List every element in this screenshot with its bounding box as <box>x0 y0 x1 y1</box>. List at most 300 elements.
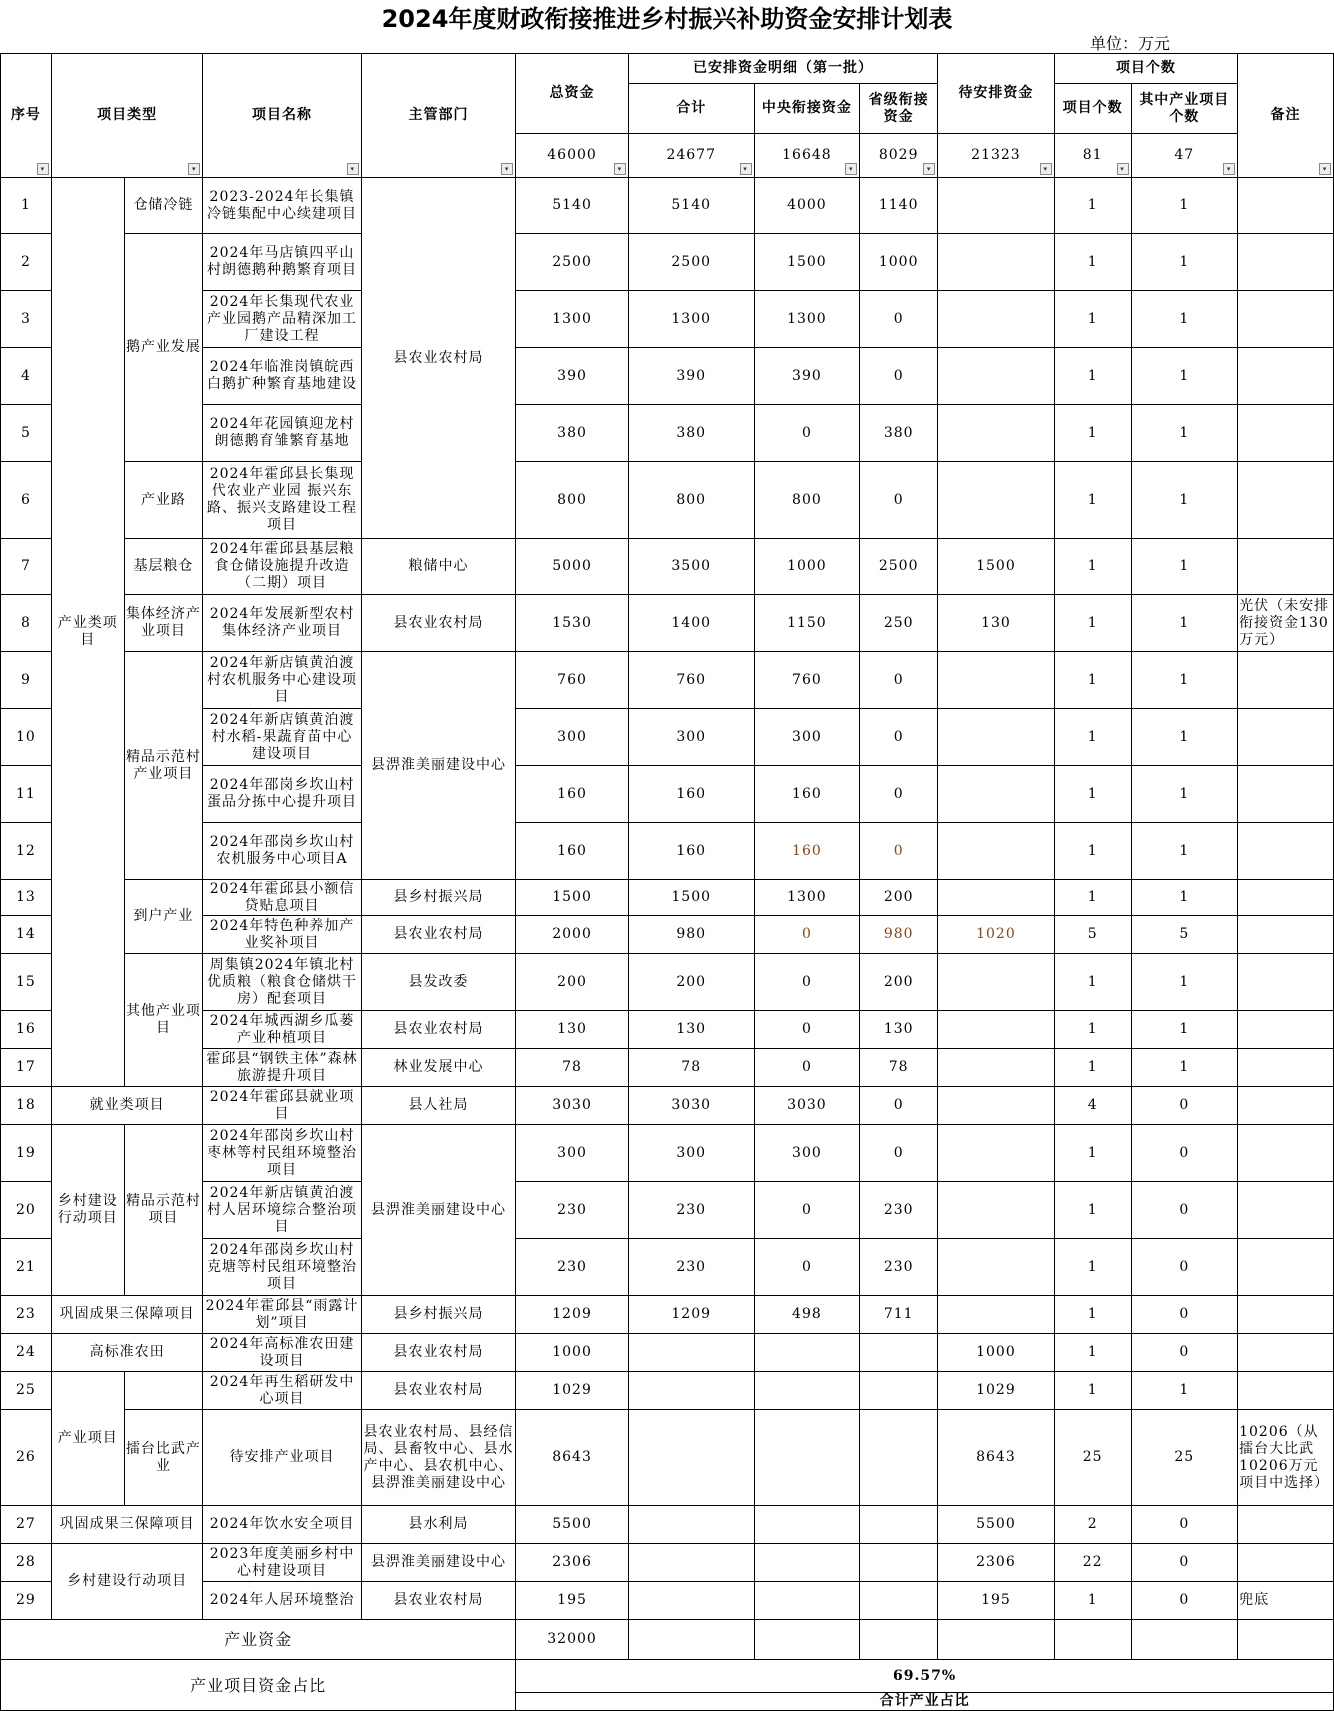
cell-count: 1 <box>1054 823 1131 880</box>
cell-provincial: 200 <box>860 954 938 1011</box>
cell-central: 300 <box>754 1125 860 1182</box>
row-seq: 10 <box>1 709 52 766</box>
cell-total: 230 <box>516 1239 629 1296</box>
header-dept: 主管部门 ▾ <box>361 54 515 178</box>
project-name: 2024年邵岗乡坎山村克塘等村民组环境整治项目 <box>203 1239 361 1296</box>
cell-remark <box>1238 766 1334 823</box>
cell-subtotal <box>628 1410 754 1506</box>
project-type: 擂台比武产业 <box>124 1410 203 1506</box>
cell-subtotal: 3500 <box>628 539 754 595</box>
cell-industry-count: 0 <box>1131 1506 1238 1544</box>
table-row <box>1 1372 1334 1410</box>
cell-remark <box>1238 652 1334 709</box>
project-name: 2024年新店镇黄泊渡村农机服务中心建设项目 <box>203 652 361 709</box>
table-row <box>1 880 1334 916</box>
cell-count: 5 <box>1054 916 1131 954</box>
cell-count: 2 <box>1054 1506 1131 1544</box>
cell-remark <box>1238 916 1334 954</box>
total-pending: 21323 ▾ <box>938 134 1055 178</box>
filter-dropdown-icon[interactable]: ▾ <box>1223 163 1235 175</box>
project-type: 精品示范村产业项目 <box>124 652 203 880</box>
cell-central: 0 <box>754 405 860 462</box>
industry-fund-label: 产业资金 <box>1 1620 516 1660</box>
cell-industry-count: 1 <box>1131 823 1238 880</box>
project-name: 2024年霍邱县长集现代农业产业园 振兴东路、振兴支路建设工程项目 <box>203 462 361 539</box>
department: 林业发展中心 <box>361 1049 515 1087</box>
cell-subtotal: 1500 <box>628 880 754 916</box>
cell-subtotal: 160 <box>628 823 754 880</box>
cell-remark <box>1238 405 1334 462</box>
project-name: 2024年新店镇黄泊渡村水稻-果蔬育苗中心建设项目 <box>203 709 361 766</box>
cell-industry-count: 1 <box>1131 234 1238 291</box>
cell-central <box>754 1372 860 1410</box>
cell-industry-count: 0 <box>1131 1087 1238 1125</box>
cell-industry-count: 0 <box>1131 1125 1238 1182</box>
cell-industry-count: 1 <box>1131 348 1238 405</box>
project-name: 2024年长集现代农业产业园鹅产品精深加工厂建设工程 <box>203 291 361 348</box>
project-name: 霍邱县“钢铁主体”森林旅游提升项目 <box>203 1049 361 1087</box>
cell-provincial: 0 <box>860 348 938 405</box>
cell-total: 2000 <box>516 916 629 954</box>
row-seq: 27 <box>1 1506 52 1544</box>
cell-pending: 2306 <box>938 1544 1055 1582</box>
cell-provincial: 980 <box>860 916 938 954</box>
cell-count: 1 <box>1054 1125 1131 1182</box>
cell-total: 1500 <box>516 880 629 916</box>
table-row <box>1 1410 1334 1506</box>
header-arranged: 已安排资金明细（第一批） <box>628 54 937 84</box>
cell-remark <box>1238 178 1334 234</box>
project-name: 2024年饮水安全项目 <box>203 1506 361 1544</box>
row-seq: 3 <box>1 291 52 348</box>
total-central: 16648 ▾ <box>754 134 860 178</box>
row-seq: 26 <box>1 1410 52 1506</box>
project-name: 2024年霍邱县小额信贷贴息项目 <box>203 880 361 916</box>
cell-remark <box>1238 234 1334 291</box>
cell-central: 0 <box>754 916 860 954</box>
project-name: 2024年马店镇四平山村朗德鹅种鹅繁育项目 <box>203 234 361 291</box>
cell-remark <box>1238 1182 1334 1239</box>
header-count-group: 项目个数 <box>1054 54 1237 84</box>
header-industry-count: 其中产业项目个数 <box>1131 84 1238 134</box>
cell-total: 78 <box>516 1049 629 1087</box>
cell-central: 3030 <box>754 1087 860 1125</box>
cell-provincial: 380 <box>860 405 938 462</box>
cell-pending <box>938 1087 1055 1125</box>
cell-central: 0 <box>754 1011 860 1049</box>
cell-provincial: 0 <box>860 766 938 823</box>
header-central: 中央衔接资金 <box>754 84 860 134</box>
cell-total: 380 <box>516 405 629 462</box>
ratio-label: 产业项目资金占比 <box>1 1660 516 1711</box>
cell-pending <box>938 1296 1055 1334</box>
table-row <box>1 1544 1334 1582</box>
project-type: 鹅产业发展 <box>124 234 203 462</box>
cell-provincial <box>860 1582 938 1620</box>
cell-industry-count: 1 <box>1131 1049 1238 1087</box>
cell-provincial: 0 <box>860 1125 938 1182</box>
cell-pending: 195 <box>938 1582 1055 1620</box>
cell-central: 160 <box>754 766 860 823</box>
header-subtotal: 合计 <box>628 84 754 134</box>
cell-remark: 兜底 <box>1238 1582 1334 1620</box>
cell-pending <box>938 652 1055 709</box>
cell-pending <box>938 1182 1055 1239</box>
cell-industry-count: 1 <box>1131 405 1238 462</box>
filter-dropdown-icon[interactable]: ▾ <box>37 163 49 175</box>
cell-central: 0 <box>754 954 860 1011</box>
project-name: 2024年邵岗乡坎山村枣林等村民组环境整治项目 <box>203 1125 361 1182</box>
cell-count: 1 <box>1054 234 1131 291</box>
project-type: 基层粮仓 <box>124 539 203 595</box>
department: 县发改委 <box>361 954 515 1011</box>
project-type: 产业类项目 <box>51 178 124 1087</box>
header-name: 项目名称 ▾ <box>203 54 361 178</box>
cell-central: 1300 <box>754 291 860 348</box>
cell-industry-count: 0 <box>1131 1239 1238 1296</box>
table-row <box>1 652 1334 709</box>
row-seq: 8 <box>1 595 52 652</box>
header-type: 项目类型 ▾ <box>51 54 202 178</box>
header-seq: 序号 ▾ <box>1 54 52 178</box>
cell-industry-count: 1 <box>1131 539 1238 595</box>
cell-count: 1 <box>1054 291 1131 348</box>
cell-subtotal <box>628 1582 754 1620</box>
cell-remark: 光伏（未安排衔接资金130万元） <box>1238 595 1334 652</box>
table-row <box>1 1506 1334 1544</box>
cell-count: 1 <box>1054 954 1131 1011</box>
project-name: 2024年霍邱县就业项目 <box>203 1087 361 1125</box>
cell-pending <box>938 709 1055 766</box>
cell-central <box>754 1410 860 1506</box>
cell-provincial: 230 <box>860 1239 938 1296</box>
filter-dropdown-icon[interactable]: ▾ <box>1040 163 1052 175</box>
department: 县农业农村局 <box>361 1582 515 1620</box>
department: 县农业农村局、县经信局、县畜牧中心、县水产中心、县农机中心、县淠淮美丽建设中心 <box>361 1410 515 1506</box>
cell-pending <box>938 1049 1055 1087</box>
cell-central: 1000 <box>754 539 860 595</box>
cell-pending: 5500 <box>938 1506 1055 1544</box>
cell-central <box>754 1334 860 1372</box>
table-row <box>1 178 1334 234</box>
cell-remark <box>1238 462 1334 539</box>
table-row <box>1 1087 1334 1125</box>
project-name: 2024年高标准农田建设项目 <box>203 1334 361 1372</box>
cell-subtotal: 300 <box>628 1125 754 1182</box>
cell-total: 1029 <box>516 1372 629 1410</box>
cell-count: 1 <box>1054 595 1131 652</box>
department: 县农业农村局 <box>361 595 515 652</box>
cell-provincial: 230 <box>860 1182 938 1239</box>
table-row <box>1 1296 1334 1334</box>
cell-provincial <box>860 1410 938 1506</box>
cell-industry-count: 1 <box>1131 595 1238 652</box>
cell-count: 1 <box>1054 1182 1131 1239</box>
filter-dropdown-icon[interactable]: ▾ <box>347 163 359 175</box>
row-seq: 6 <box>1 462 52 539</box>
cell-total: 2500 <box>516 234 629 291</box>
department: 粮储中心 <box>361 539 515 595</box>
cell-subtotal <box>628 1372 754 1410</box>
cell-subtotal: 230 <box>628 1182 754 1239</box>
cell-industry-count: 0 <box>1131 1296 1238 1334</box>
project-name: 2024年特色种养加产业奖补项目 <box>203 916 361 954</box>
cell-provincial: 130 <box>860 1011 938 1049</box>
row-seq: 24 <box>1 1334 52 1372</box>
project-type: 乡村建设行动项目 <box>51 1125 124 1296</box>
project-name: 2024年再生稻研发中心项目 <box>203 1372 361 1410</box>
department: 县乡村振兴局 <box>361 1296 515 1334</box>
row-seq: 11 <box>1 766 52 823</box>
cell-total: 1300 <box>516 291 629 348</box>
cell-total: 1530 <box>516 595 629 652</box>
cell-remark <box>1238 348 1334 405</box>
department: 县农业农村局 <box>361 1011 515 1049</box>
header-remark: 备注 ▾ <box>1238 54 1334 178</box>
cell-central: 1300 <box>754 880 860 916</box>
project-name: 2024年霍邱县“雨露计划”项目 <box>203 1296 361 1334</box>
cell-central: 0 <box>754 1182 860 1239</box>
project-type: 集体经济产业项目 <box>124 595 203 652</box>
cell-remark <box>1238 291 1334 348</box>
cell-industry-count: 1 <box>1131 178 1238 234</box>
cell-total: 390 <box>516 348 629 405</box>
cell-total: 1000 <box>516 1334 629 1372</box>
unit-label: 单位：万元 <box>1090 34 1171 53</box>
project-name: 2024年城西湖乡瓜蒌产业种植项目 <box>203 1011 361 1049</box>
total-provincial: 8029 ▾ <box>860 134 938 178</box>
cell-pending <box>938 823 1055 880</box>
row-seq: 5 <box>1 405 52 462</box>
cell-remark <box>1238 1372 1334 1410</box>
cell-total: 160 <box>516 766 629 823</box>
cell-total: 200 <box>516 954 629 1011</box>
cell-industry-count: 1 <box>1131 291 1238 348</box>
row-seq: 13 <box>1 880 52 916</box>
row-seq: 12 <box>1 823 52 880</box>
row-seq: 25 <box>1 1372 52 1410</box>
cell-count: 1 <box>1054 880 1131 916</box>
cell-central: 498 <box>754 1296 860 1334</box>
cell-central: 160 <box>754 823 860 880</box>
cell-subtotal: 78 <box>628 1049 754 1087</box>
project-type: 精品示范村项目 <box>124 1125 203 1296</box>
project-name: 周集镇2024年镇北村优质粮（粮食仓储烘干房）配套项目 <box>203 954 361 1011</box>
department: 县淠淮美丽建设中心 <box>361 1125 515 1296</box>
row-seq: 29 <box>1 1582 52 1620</box>
cell-remark <box>1238 1011 1334 1049</box>
cell-subtotal: 1300 <box>628 291 754 348</box>
cell-pending <box>938 1011 1055 1049</box>
cell-subtotal: 390 <box>628 348 754 405</box>
cell-count: 1 <box>1054 462 1131 539</box>
table-row <box>1 1334 1334 1372</box>
header-pending: 待安排资金 <box>938 54 1055 134</box>
department: 县人社局 <box>361 1087 515 1125</box>
cell-industry-count: 1 <box>1131 1372 1238 1410</box>
cell-central: 1150 <box>754 595 860 652</box>
industry-fund-value: 32000 <box>516 1620 629 1660</box>
project-name: 2024年霍邱县基层粮食仓储设施提升改造（二期）项目 <box>203 539 361 595</box>
cell-subtotal: 1400 <box>628 595 754 652</box>
project-name: 2024年花园镇迎龙村朗德鹅育雏繁育基地 <box>203 405 361 462</box>
cell-count: 1 <box>1054 1011 1131 1049</box>
cell-central: 0 <box>754 1239 860 1296</box>
cell-total: 3030 <box>516 1087 629 1125</box>
department: 县农业农村局 <box>361 178 515 539</box>
department: 县淠淮美丽建设中心 <box>361 652 515 880</box>
cell-total: 300 <box>516 709 629 766</box>
cell-industry-count: 1 <box>1131 766 1238 823</box>
cell-provincial: 0 <box>860 462 938 539</box>
cell-total: 5000 <box>516 539 629 595</box>
cell-provincial: 0 <box>860 823 938 880</box>
project-type: 仓储冷链 <box>124 178 203 234</box>
cell-count: 1 <box>1054 1582 1131 1620</box>
row-seq: 18 <box>1 1087 52 1125</box>
cell-total: 130 <box>516 1011 629 1049</box>
cell-provincial: 0 <box>860 291 938 348</box>
cell-remark <box>1238 1506 1334 1544</box>
cell-total: 160 <box>516 823 629 880</box>
cell-total: 195 <box>516 1582 629 1620</box>
cell-pending <box>938 178 1055 234</box>
cell-count: 1 <box>1054 1296 1131 1334</box>
cell-subtotal: 800 <box>628 462 754 539</box>
cell-subtotal: 1209 <box>628 1296 754 1334</box>
cell-pending <box>938 954 1055 1011</box>
row-seq: 23 <box>1 1296 52 1334</box>
cell-count: 1 <box>1054 766 1131 823</box>
table-row <box>1 595 1334 652</box>
cell-count: 25 <box>1054 1410 1131 1506</box>
row-seq: 9 <box>1 652 52 709</box>
filter-dropdown-icon[interactable]: ▾ <box>501 163 513 175</box>
cell-provincial: 0 <box>860 709 938 766</box>
cell-pending <box>938 1239 1055 1296</box>
cell-subtotal: 5140 <box>628 178 754 234</box>
cell-central: 760 <box>754 652 860 709</box>
project-type: 其他产业项目 <box>124 954 203 1087</box>
row-seq: 17 <box>1 1049 52 1087</box>
cell-industry-count: 1 <box>1131 880 1238 916</box>
cell-pending <box>938 462 1055 539</box>
cell-pending: 1029 <box>938 1372 1055 1410</box>
ratio-note: 合计产业占比 <box>879 1693 970 1709</box>
project-type: 巩固成果三保障项目 <box>51 1506 202 1544</box>
cell-industry-count: 1 <box>1131 709 1238 766</box>
header-total: 总资金 <box>516 54 629 134</box>
cell-count: 1 <box>1054 539 1131 595</box>
filter-dropdown-icon[interactable]: ▾ <box>740 163 752 175</box>
cell-provincial: 78 <box>860 1049 938 1087</box>
filter-dropdown-icon[interactable]: ▾ <box>845 163 857 175</box>
cell-subtotal: 300 <box>628 709 754 766</box>
cell-subtotal: 380 <box>628 405 754 462</box>
footer-row <box>1 1620 1334 1660</box>
project-type: 到户产业 <box>124 880 203 954</box>
project-name: 待安排产业项目 <box>203 1410 361 1506</box>
row-seq: 28 <box>1 1544 52 1582</box>
cell-remark: 10206（从擂台大比武10206万元项目中选择） <box>1238 1410 1334 1506</box>
row-seq: 16 <box>1 1011 52 1049</box>
cell-count: 22 <box>1054 1544 1131 1582</box>
total-total: 46000 ▾ <box>516 134 629 178</box>
cell-remark <box>1238 1087 1334 1125</box>
cell-subtotal: 760 <box>628 652 754 709</box>
cell-pending: 130 <box>938 595 1055 652</box>
project-type: 巩固成果三保障项目 <box>51 1296 202 1334</box>
project-name: 2024年发展新型农村集体经济产业项目 <box>203 595 361 652</box>
project-type <box>124 1372 203 1410</box>
project-name: 2024年临淮岗镇皖西白鹅扩种繁育基地建设 <box>203 348 361 405</box>
cell-total: 5140 <box>516 178 629 234</box>
cell-industry-count: 1 <box>1131 1011 1238 1049</box>
filter-dropdown-icon[interactable]: ▾ <box>1117 163 1129 175</box>
cell-pending <box>938 766 1055 823</box>
filter-dropdown-icon[interactable]: ▾ <box>188 163 200 175</box>
total-industry-count: 47 ▾ <box>1131 134 1238 178</box>
row-seq: 21 <box>1 1239 52 1296</box>
cell-provincial <box>860 1506 938 1544</box>
cell-provincial: 0 <box>860 652 938 709</box>
department: 县农业农村局 <box>361 916 515 954</box>
cell-central: 0 <box>754 1049 860 1087</box>
cell-provincial: 1140 <box>860 178 938 234</box>
cell-remark <box>1238 709 1334 766</box>
cell-total: 2306 <box>516 1544 629 1582</box>
cell-subtotal: 200 <box>628 954 754 1011</box>
filter-dropdown-icon[interactable]: ▾ <box>1319 163 1331 175</box>
cell-industry-count: 1 <box>1131 954 1238 1011</box>
project-name: 2024年邵岗乡坎山村蛋品分拣中心提升项目 <box>203 766 361 823</box>
cell-remark <box>1238 1049 1334 1087</box>
department: 县农业农村局 <box>361 1334 515 1372</box>
cell-remark <box>1238 880 1334 916</box>
cell-subtotal: 2500 <box>628 234 754 291</box>
cell-industry-count: 25 <box>1131 1410 1238 1506</box>
project-name: 2024年人居环境整治 <box>203 1582 361 1620</box>
filter-dropdown-icon[interactable]: ▾ <box>923 163 935 175</box>
table-row <box>1 539 1334 595</box>
page-title: 2024年度财政衔接推进乡村振兴补助资金安排计划表 <box>381 5 953 33</box>
cell-remark <box>1238 539 1334 595</box>
cell-pending <box>938 348 1055 405</box>
cell-central: 800 <box>754 462 860 539</box>
cell-central: 1500 <box>754 234 860 291</box>
cell-remark <box>1238 954 1334 1011</box>
filter-dropdown-icon[interactable]: ▾ <box>614 163 626 175</box>
cell-count: 1 <box>1054 1372 1131 1410</box>
cell-pending <box>938 234 1055 291</box>
cell-subtotal: 130 <box>628 1011 754 1049</box>
cell-total: 760 <box>516 652 629 709</box>
cell-provincial: 2500 <box>860 539 938 595</box>
cell-pending <box>938 880 1055 916</box>
cell-pending: 1500 <box>938 539 1055 595</box>
cell-count: 4 <box>1054 1087 1131 1125</box>
project-name: 2024年邵岗乡坎山村农机服务中心项目A <box>203 823 361 880</box>
cell-pending <box>938 1125 1055 1182</box>
row-seq: 1 <box>1 178 52 234</box>
cell-count: 1 <box>1054 178 1131 234</box>
project-name: 2023年度美丽乡村中心村建设项目 <box>203 1544 361 1582</box>
cell-remark <box>1238 1239 1334 1296</box>
cell-subtotal <box>628 1544 754 1582</box>
cell-total: 300 <box>516 1125 629 1182</box>
cell-subtotal <box>628 1506 754 1544</box>
row-seq: 7 <box>1 539 52 595</box>
